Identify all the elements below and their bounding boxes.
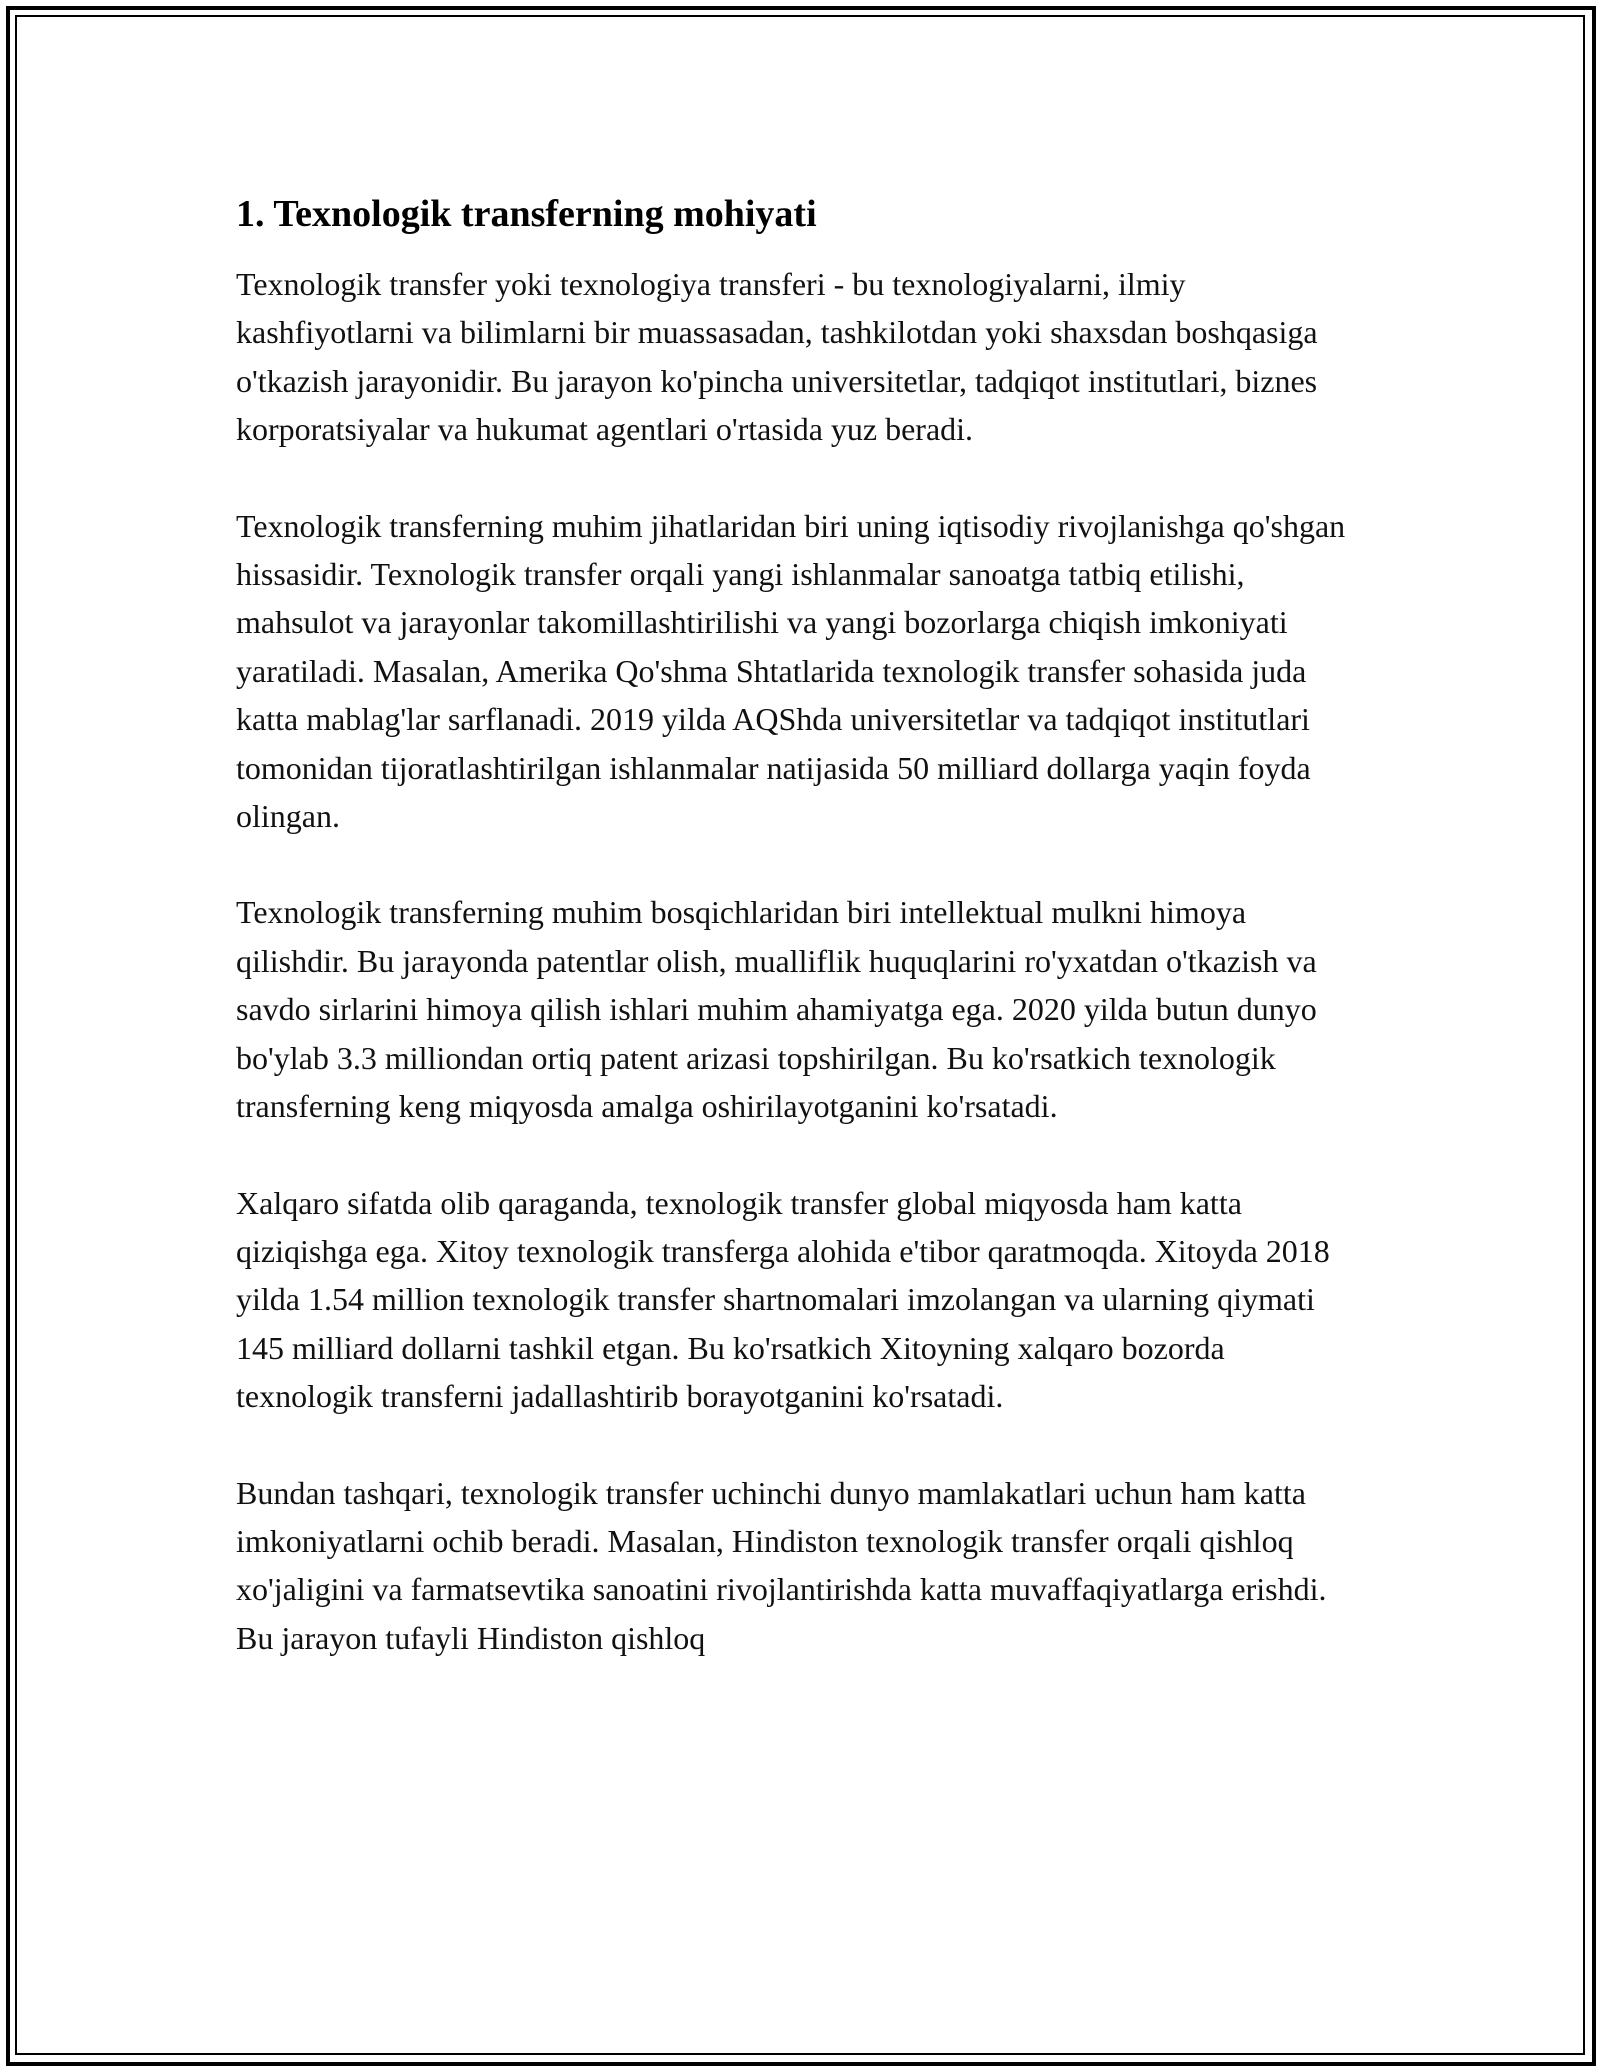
paragraph: Texnologik transferning muhim jihatlaridan biri uning iqtisodiy rivojlanishga qo'shgan hissasidir. Texnologik transfer orqali yangi ishlanmalar sanoatga tatbiq etilishi, mahsulot va jarayonlar takomillashtirilishi va yangi bozorlarga chiqish imkoniyati yaratiladi. Masalan, Amerika Qo'shma Shtatlarida texnologik transfer sohasida juda katta mablag'lar sarflanadi. 2019 yilda AQShda universitetlar va tadqiqot institutlari tomonidan tijoratlashtirilgan ishlanmalar natijasida 50 milliard dollarga yaqin foyda olingan. [236, 507, 1346, 835]
paragraph: Texnologik transferning muhim bosqichlaridan biri intellektual mulkni himoya qilishdir. Bu jarayonda patentlar olish, mualliflik huquqlarini ro'yxatdan o'tkazish va savdo sirlarini himoya qilish ishlari muhim ahamiyatga ega. 2020 yilda butun dunyo bo'ylab 3.3 milliondan ortiq patent arizasi topshirilgan. Bu ko'rsatkich texnologik transferning keng miqyosda amalga oshirilayotganini ko'rsatadi. [236, 894, 1317, 1125]
paragraph: Xalqaro sifatda olib qaraganda, texnologik transfer global miqyosda ham katta qiziqishga ega. Xitoy texnologik transferga alohida e'tibor qaratmoqda. Xitoyda 2018 yilda 1.54 million texnologik transfer shartnomalari imzolangan va ularning qiymati 145 milliard dollarni tashkil etgan. Bu ko'rsatkich Xitoyning xalqaro bozorda texnologik transferni jadallashtirib borayotganini ko'rsatadi. [236, 1184, 1330, 1415]
section-heading: 1. Texnologik transferning mohiyati [236, 193, 817, 235]
paragraph: Bundan tashqari, texnologik transfer uchinchi dunyo mamlakatlari uchun ham katta imkoniyatlarni ochib beradi. Masalan, Hindiston texnologik transfer orqali qishloq xo'jaligini va farmatsevtika sanoatini rivojlantirishda katta muvaffaqiyatlarga erishdi. Bu jarayon tufayli Hindiston qishloq [236, 1474, 1327, 1656]
document-body [236, 188, 1366, 1710]
paragraph: Texnologik transfer yoki texnologiya transferi - bu texnologiyalarni, ilmiy kashfiyotlarni va bilimlarni bir muassasadan, tashkilotdan yoki shaxsdan boshqasiga o'tkazish jarayonidir. Bu jarayon ko'pincha universitetlar, tadqiqot institutlari, biznes korporatsiyalar va hukumat agentlari o'rtasida yuz beradi. [236, 266, 1318, 448]
